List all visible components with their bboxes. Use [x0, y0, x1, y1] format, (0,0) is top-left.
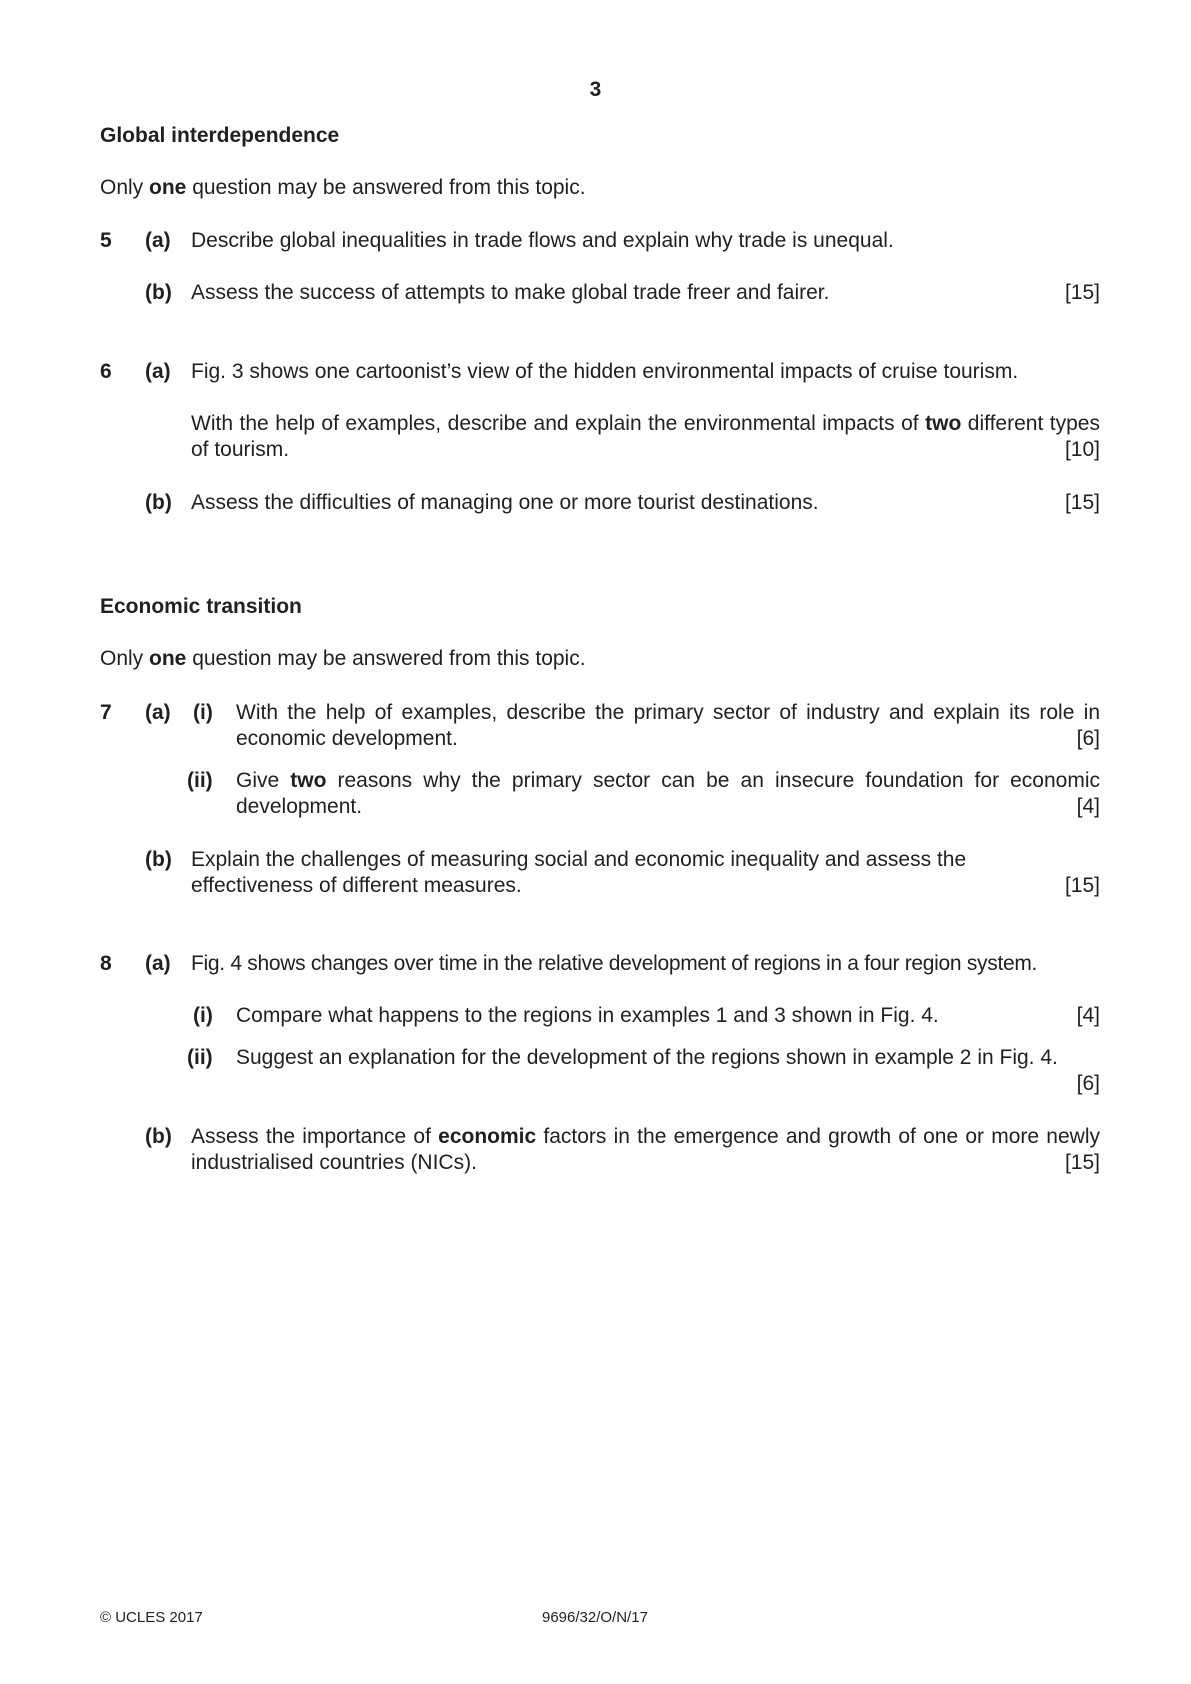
part-label: (a)	[145, 701, 171, 724]
question-text: Fig. 3 shows one cartoonist’s view of the hidden environmental impacts of cruise tourism.	[191, 360, 1019, 383]
question-text: Compare what happens to the regions in examples 1 and 3 shown in Fig. 4.	[236, 1004, 939, 1027]
question-text: Give two reasons why the primary sector can be an insecure foundation for economic development.	[236, 769, 1101, 818]
section-heading-economic-transition: Economic transition	[100, 595, 302, 618]
question-text-line-1: Explain the challenges of measuring social and economic inequality and assess the	[191, 848, 967, 871]
marks: [4]	[1076, 1004, 1100, 1027]
marks: [10]	[1064, 438, 1100, 461]
section-heading-global-interdependence: Global interdependence	[100, 124, 340, 147]
paper-code-footer: 9696/32/O/N/17	[542, 1609, 648, 1626]
question-text: Suggest an explanation for the development of the regions shown in example 2 in Fig. 4.	[236, 1046, 1058, 1069]
part-label: (b)	[145, 1125, 172, 1148]
question-number-8: 8	[100, 952, 112, 975]
subpart-label: (ii)	[187, 1046, 213, 1069]
question-text: Assess the importance of economic factors in the emergence and growth of one or more newly industrialised countries (NICs).	[191, 1125, 1100, 1174]
section-instruction: Only one question may be answered from this topic.	[100, 647, 586, 670]
marks: [15]	[1064, 281, 1100, 304]
marks: [15]	[1064, 874, 1100, 897]
part-label: (a)	[145, 360, 171, 383]
question-text: Fig. 4 shows changes over time in the relative development of regions in a four region system.	[191, 952, 1038, 975]
part-label: (b)	[145, 281, 172, 304]
marks: [15]	[1064, 1151, 1100, 1174]
subpart-label: (ii)	[187, 769, 213, 792]
subpart-label: (i)	[193, 701, 213, 724]
marks: [6]	[1076, 1072, 1100, 1095]
marks: [15]	[1064, 491, 1100, 514]
question-text: Describe global inequalities in trade flows and explain why trade is unequal.	[191, 229, 894, 252]
part-label: (b)	[145, 848, 172, 871]
question-number-6: 6	[100, 360, 112, 383]
marks: [4]	[1076, 795, 1100, 818]
question-number-5: 5	[100, 229, 112, 252]
question-text: With the help of examples, describe the primary sector of industry and explain its role in economic development.	[236, 701, 1100, 750]
marks: [6]	[1076, 727, 1100, 750]
question-text: Assess the difficulties of managing one or more tourist destinations.	[191, 491, 819, 514]
part-label: (a)	[145, 952, 171, 975]
page-number: 3	[589, 78, 602, 101]
question-text: With the help of examples, describe and explain the environmental impacts of two different types of tourism.	[191, 412, 1100, 461]
question-text: Assess the success of attempts to make global trade freer and fairer.	[191, 281, 830, 304]
subpart-label: (i)	[193, 1004, 213, 1027]
part-label: (a)	[145, 229, 171, 252]
section-instruction: Only one question may be answered from this topic.	[100, 176, 586, 199]
question-number-7: 7	[100, 701, 112, 724]
part-label: (b)	[145, 491, 172, 514]
copyright-footer: © UCLES 2017	[100, 1609, 203, 1626]
question-text-line-2: effectiveness of different measures.	[191, 874, 522, 897]
